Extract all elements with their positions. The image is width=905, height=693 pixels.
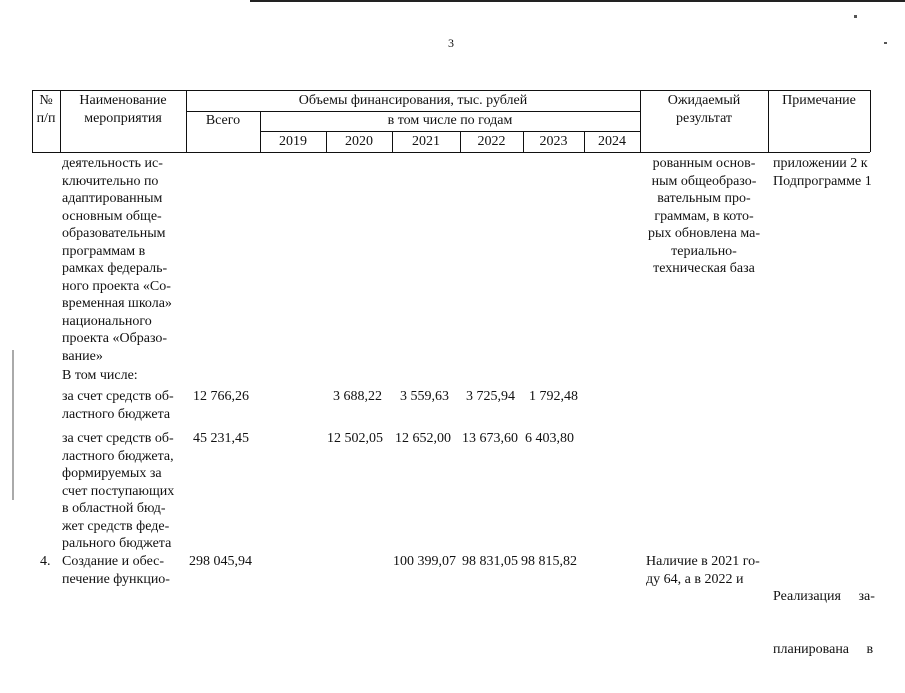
row-name: Создание и обес- печение функцио-	[62, 554, 170, 587]
row-value-2021: 12 652,00	[395, 431, 451, 446]
continuation-note: приложении 2 к Подпрограмме 1	[773, 156, 872, 189]
row-value-2023: 6 403,80	[525, 431, 574, 446]
header-result: Ожидаемый результат	[667, 93, 741, 126]
row-value-2021: 100 399,07	[393, 554, 456, 569]
scan-speck	[854, 15, 857, 18]
row-number: 4.	[40, 554, 51, 569]
row-value-2022: 13 673,60	[462, 431, 518, 446]
header-year-2020: 2020	[345, 134, 373, 149]
row-note: Реализация за- планирована в	[773, 589, 875, 657]
row-total: 45 231,45	[193, 431, 249, 446]
header-name: Наименование мероприятия	[79, 93, 167, 126]
continuation-result: рованным основ- ным общеобразо- вательным про- граммам, в кото- рых обновлена ма- териально- техническая база	[648, 156, 760, 276]
row-name: за счет средств об- ластного бюджета, формируемых за счет поступающих в областной бюд- жет средств феде- рального бюджета	[62, 431, 175, 551]
row-value-2021: 3 559,63	[400, 389, 449, 404]
row-result: Наличие в 2021 го- ду 64, а в 2022 и	[646, 554, 760, 587]
header-year-2019: 2019	[279, 134, 307, 149]
row-value-2022: 98 831,05	[462, 554, 518, 569]
row-value-2023: 98 815,82	[521, 554, 577, 569]
continuation-name: деятельность ис- ключительно по адаптированным основным обще- образовательным программам в рамках федераль- ного проекта «Со- временная школа» национального проекта «Образо- вание»	[62, 156, 172, 364]
header-year-2021: 2021	[412, 134, 440, 149]
row-total: 298 045,94	[189, 554, 252, 569]
scan-speck	[884, 42, 887, 44]
header-total: Всего	[205, 113, 241, 128]
scan-edge-noise	[12, 350, 14, 500]
scan-top-border	[250, 0, 905, 2]
including-label: В том числе:	[62, 368, 138, 383]
header-funding: Объемы финансирования, тыс. рублей	[298, 93, 528, 108]
row-value-2023: 1 792,48	[529, 389, 578, 404]
row-value-2022: 3 725,94	[466, 389, 515, 404]
header-year-2023: 2023	[539, 134, 568, 149]
header-by-year: в том числе по годам	[387, 113, 513, 128]
row-name: за счет средств об- ластного бюджета	[62, 389, 174, 422]
row-value-2020: 3 688,22	[333, 389, 382, 404]
row-total: 12 766,26	[193, 389, 249, 404]
header-number: № п/п	[36, 93, 56, 126]
header-year-2022: 2022	[477, 134, 506, 149]
page-number: 3	[448, 36, 454, 50]
row-value-2020: 12 502,05	[327, 431, 383, 446]
header-note: Примечание	[782, 93, 856, 108]
header-year-2024: 2024	[598, 134, 626, 149]
